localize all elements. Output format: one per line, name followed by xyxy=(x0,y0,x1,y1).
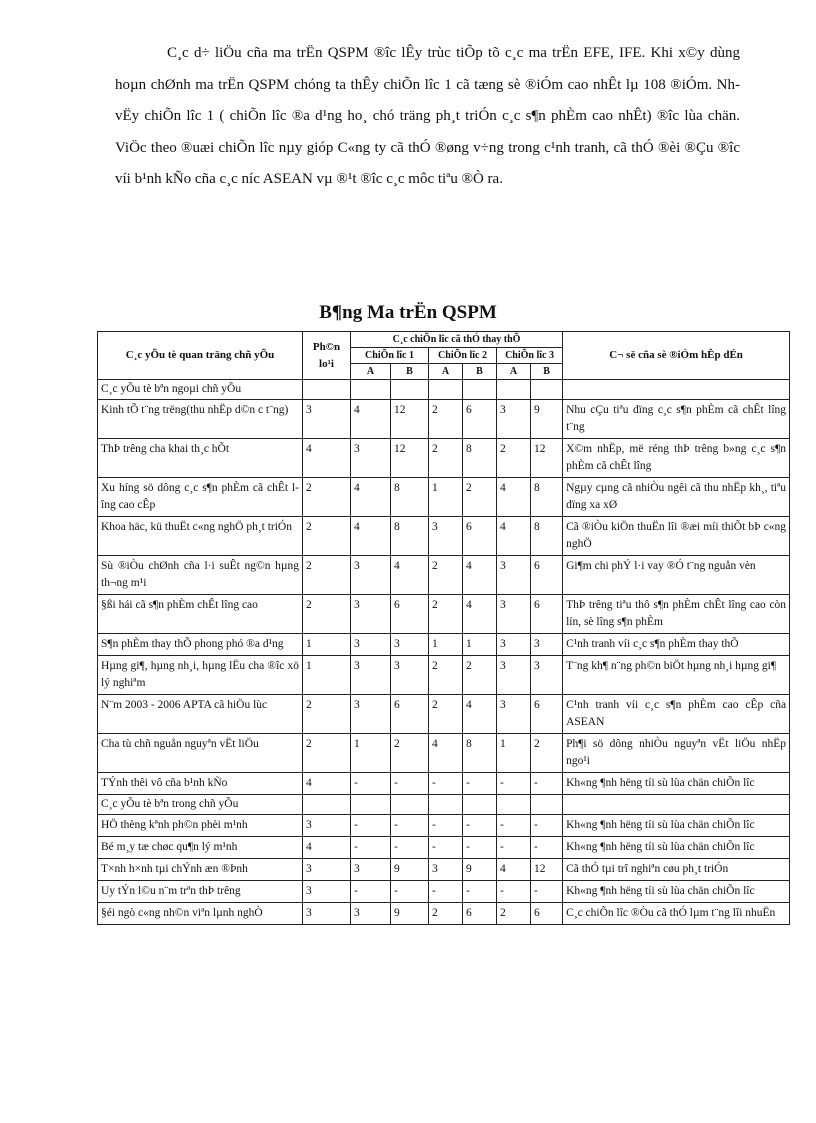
score-cell-b1: 4 xyxy=(391,556,429,595)
header-a: A xyxy=(429,364,463,380)
factor-cell: TÝnh thêi vô cña b¹nh kÑo xyxy=(98,773,303,795)
score-cell-b2: - xyxy=(463,815,497,837)
empty-cell xyxy=(463,795,497,815)
empty-cell xyxy=(429,795,463,815)
score-cell-a2: 3 xyxy=(429,859,463,881)
table-row xyxy=(98,556,790,595)
table-row xyxy=(98,815,790,837)
score-cell-b1: 6 xyxy=(391,695,429,734)
score-cell-b1: 9 xyxy=(391,903,429,925)
weight-cell: 4 xyxy=(303,773,351,795)
score-cell-b3: - xyxy=(531,773,563,795)
weight-cell: 3 xyxy=(303,881,351,903)
header-strategy-1: ChiÕn lîc 1 xyxy=(351,348,429,364)
basis-cell: C¹nh tranh víi c¸c s¶n phÈm cao cÊp cña ASEAN xyxy=(563,695,790,734)
weight-cell: 3 xyxy=(303,903,351,925)
score-cell-b3: 6 xyxy=(531,695,563,734)
score-cell-b3: 8 xyxy=(531,517,563,556)
score-cell-a1: 3 xyxy=(351,859,391,881)
empty-cell xyxy=(563,795,790,815)
score-cell-a3: 3 xyxy=(497,656,531,695)
table-row xyxy=(98,881,790,903)
score-cell-b2: 8 xyxy=(463,439,497,478)
header-strategy-3: ChiÕn lîc 3 xyxy=(497,348,563,364)
intro-paragraph: C¸c d÷ liÖu cña ma trËn QSPM ®îc lÊy trùc tiÕp tõ c¸c ma trËn EFE, IFE. Khi x©y dùng hoµn chØnh ma trËn QSPM chóng ta thÊy chiÕn lîc 1 cã tæng sè ®iÓm cao nhÊt lµ 108 ®iÓm. Nh vËy chiÕn lîc 1 ( chiÕn lîc ®a d¹ng ho¸ chó träng ph¸t triÓn c¸c s¶n phÈm cao nhÊt) ®îc lùa chän. ViÖc theo ®uæi chiÕn lîc nµy gióp C«ng ty cã thÓ ®øng v÷ng trong c¹nh tranh, cã thÓ ®èi ®Çu ®îc víi b¹nh kÑo cña c¸c níc ASEAN vµ ®¹t ®îc c¸c môc tiªu ®Ò ra. xyxy=(115,45,740,187)
score-cell-a2: 2 xyxy=(429,400,463,439)
basis-cell: X©m nhËp, më réng thÞ trêng b»ng c¸c s¶n phÈm cã chÊt lîng xyxy=(563,439,790,478)
score-cell-b3: 6 xyxy=(531,903,563,925)
score-cell-a1: 4 xyxy=(351,517,391,556)
weight-cell: 2 xyxy=(303,556,351,595)
basis-cell: Ph¶i sö dông nhiÒu nguyªn vËt liÖu nhËp ngo¹i xyxy=(563,734,790,773)
table-row xyxy=(98,734,790,773)
score-cell-a2: 4 xyxy=(429,734,463,773)
weight-cell: 1 xyxy=(303,634,351,656)
empty-cell xyxy=(303,380,351,400)
score-cell-b2: 9 xyxy=(463,859,497,881)
weight-cell: 2 xyxy=(303,695,351,734)
score-cell-b3: - xyxy=(531,815,563,837)
score-cell-a3: 3 xyxy=(497,695,531,734)
factor-cell: ThÞ trêng cha khai th¸c hÕt xyxy=(98,439,303,478)
score-cell-a3: 1 xyxy=(497,734,531,773)
score-cell-a2: 2 xyxy=(429,695,463,734)
score-cell-a1: - xyxy=(351,773,391,795)
score-cell-a2: 2 xyxy=(429,556,463,595)
qspm-table xyxy=(97,331,790,925)
factor-cell: Kinh tÕ t¨ng trëng(thu nhËp d©n c t¨ng) xyxy=(98,400,303,439)
table-row xyxy=(98,478,790,517)
factor-cell: Sù ®iÒu chØnh cña l·i suÊt ng©n hµng th¬ng m¹i xyxy=(98,556,303,595)
score-cell-b1: - xyxy=(391,837,429,859)
weight-cell: 4 xyxy=(303,837,351,859)
score-cell-b3: 12 xyxy=(531,439,563,478)
score-cell-b2: 8 xyxy=(463,734,497,773)
header-strategy-2: ChiÕn lîc 2 xyxy=(429,348,497,364)
score-cell-b3: - xyxy=(531,881,563,903)
score-cell-a3: - xyxy=(497,837,531,859)
table-row xyxy=(98,400,790,439)
score-cell-b2: 4 xyxy=(463,595,497,634)
basis-cell: Kh«ng ¶nh hëng tíi sù lùa chän chiÕn lîc xyxy=(563,815,790,837)
score-cell-b2: 2 xyxy=(463,656,497,695)
score-cell-a1: 3 xyxy=(351,439,391,478)
score-cell-a3: 3 xyxy=(497,634,531,656)
basis-cell: T¨ng kh¶ n¨ng ph©n biÖt hµng nh¸i hµng gi¶ xyxy=(563,656,790,695)
factor-cell: S¶n phÈm thay thÕ phong phó ®a d¹ng xyxy=(98,634,303,656)
score-cell-a3: - xyxy=(497,773,531,795)
empty-cell xyxy=(497,795,531,815)
basis-cell: C¹nh tranh víi c¸c s¶n phÈm thay thÕ xyxy=(563,634,790,656)
score-cell-b3: 6 xyxy=(531,595,563,634)
header-b: B xyxy=(391,364,429,380)
score-cell-b2: 1 xyxy=(463,634,497,656)
empty-cell xyxy=(497,380,531,400)
table-row xyxy=(98,773,790,795)
score-cell-a2: - xyxy=(429,773,463,795)
score-cell-b3: 2 xyxy=(531,734,563,773)
score-cell-a1: 4 xyxy=(351,400,391,439)
score-cell-a3: 4 xyxy=(497,517,531,556)
table-row xyxy=(98,656,790,695)
score-cell-b2: 6 xyxy=(463,517,497,556)
basis-cell: C¸c chiÕn lîc ®Òu cã thÓ lµm t¨ng lîi nhuËn xyxy=(563,903,790,925)
factor-cell: Cha tù chñ nguån nguyªn vËt liÖu xyxy=(98,734,303,773)
factor-cell: HÖ thèng kªnh ph©n phèi m¹nh xyxy=(98,815,303,837)
score-cell-b3: - xyxy=(531,837,563,859)
weight-cell: 2 xyxy=(303,595,351,634)
table-row xyxy=(98,859,790,881)
score-cell-b3: 8 xyxy=(531,478,563,517)
score-cell-b2: - xyxy=(463,773,497,795)
section-row xyxy=(98,380,790,400)
score-cell-b2: 4 xyxy=(463,556,497,595)
score-cell-b2: 6 xyxy=(463,903,497,925)
score-cell-b1: 2 xyxy=(391,734,429,773)
table-body xyxy=(98,380,790,925)
score-cell-b3: 12 xyxy=(531,859,563,881)
score-cell-a3: 3 xyxy=(497,556,531,595)
score-cell-a3: 3 xyxy=(497,595,531,634)
weight-cell: 2 xyxy=(303,734,351,773)
score-cell-b1: - xyxy=(391,881,429,903)
score-cell-b3: 9 xyxy=(531,400,563,439)
basis-cell: ThÞ trêng tiªu thô s¶n phÈm chÊt lîng cao còn lín, sè lîng s¶n phÈm xyxy=(563,595,790,634)
score-cell-b1: 3 xyxy=(391,634,429,656)
score-cell-b2: - xyxy=(463,837,497,859)
score-cell-b1: 8 xyxy=(391,478,429,517)
table-row xyxy=(98,837,790,859)
section-label: C¸c yÕu tè bªn trong chñ yÕu xyxy=(98,795,303,815)
score-cell-a2: 1 xyxy=(429,634,463,656)
basis-cell: Kh«ng ¶nh hëng tíi sù lùa chän chiÕn lîc xyxy=(563,773,790,795)
score-cell-b1: - xyxy=(391,773,429,795)
empty-cell xyxy=(351,380,391,400)
table-row xyxy=(98,439,790,478)
score-cell-b2: 4 xyxy=(463,695,497,734)
score-cell-a1: 3 xyxy=(351,556,391,595)
score-cell-b2: - xyxy=(463,881,497,903)
empty-cell xyxy=(531,380,563,400)
score-cell-a3: - xyxy=(497,881,531,903)
table-row xyxy=(98,903,790,925)
score-cell-a2: 2 xyxy=(429,595,463,634)
factor-cell: Hµng gi¶, hµng nh¸i, hµng lËu cha ®îc xö lý nghiªm xyxy=(98,656,303,695)
header-b: B xyxy=(463,364,497,380)
score-cell-b1: - xyxy=(391,815,429,837)
score-cell-b1: 12 xyxy=(391,439,429,478)
weight-cell: 3 xyxy=(303,859,351,881)
score-cell-a3: 3 xyxy=(497,400,531,439)
empty-cell xyxy=(429,380,463,400)
score-cell-b1: 9 xyxy=(391,859,429,881)
factor-cell: Bé m¸y tæ chøc qu¶n lý m¹nh xyxy=(98,837,303,859)
score-cell-b1: 6 xyxy=(391,595,429,634)
header-a: A xyxy=(497,364,531,380)
empty-cell xyxy=(563,380,790,400)
factor-cell: §ßi hái cã s¶n phÈm chÊt lîng cao xyxy=(98,595,303,634)
table-title: B¶ng Ma trËn QSPM xyxy=(319,302,497,323)
empty-cell xyxy=(391,795,429,815)
score-cell-b1: 8 xyxy=(391,517,429,556)
score-cell-a1: 3 xyxy=(351,634,391,656)
score-cell-a1: 3 xyxy=(351,903,391,925)
empty-cell xyxy=(303,795,351,815)
score-cell-b2: 6 xyxy=(463,400,497,439)
weight-cell: 2 xyxy=(303,478,351,517)
score-cell-a2: 2 xyxy=(429,439,463,478)
score-cell-a1: 3 xyxy=(351,595,391,634)
score-cell-a1: - xyxy=(351,815,391,837)
score-cell-a2: - xyxy=(429,815,463,837)
weight-cell: 2 xyxy=(303,517,351,556)
score-cell-a1: 1 xyxy=(351,734,391,773)
empty-cell xyxy=(531,795,563,815)
basis-cell: Ngµy cµng cã nhiÒu ngêi cã thu nhËp kh¸, tiªu dïng xa xØ xyxy=(563,478,790,517)
score-cell-a3: 2 xyxy=(497,439,531,478)
header-weight: Ph©n lo¹i xyxy=(303,332,351,380)
basis-cell: Nhu cÇu tiªu dïng c¸c s¶n phÈm cã chÊt lîng t¨ng xyxy=(563,400,790,439)
weight-cell: 3 xyxy=(303,400,351,439)
factor-cell: Uy tÝn l©u n¨m trªn thÞ trêng xyxy=(98,881,303,903)
score-cell-b1: 3 xyxy=(391,656,429,695)
score-cell-a1: - xyxy=(351,881,391,903)
basis-cell: Gi¶m chi phÝ l·i vay ®Ó t¨ng nguån vèn xyxy=(563,556,790,595)
score-cell-a1: 3 xyxy=(351,695,391,734)
factor-cell: T×nh h×nh tµi chÝnh æn ®Þnh xyxy=(98,859,303,881)
score-cell-b3: 3 xyxy=(531,656,563,695)
table-row xyxy=(98,634,790,656)
basis-cell: Cã ®iÒu kiÖn thuËn lîi ®æi míi thiÕt bÞ c«ng nghÖ xyxy=(563,517,790,556)
factor-cell: §éi ngò c«ng nh©n viªn lµnh nghÒ xyxy=(98,903,303,925)
header-factors: C¸c yÕu tè quan träng chñ yÕu xyxy=(98,332,303,380)
section-row xyxy=(98,795,790,815)
score-cell-a1: 4 xyxy=(351,478,391,517)
factor-cell: Xu híng sö dông c¸c s¶n phÈm cã chÊt lîng cao cÊp xyxy=(98,478,303,517)
score-cell-a3: 2 xyxy=(497,903,531,925)
score-cell-b1: 12 xyxy=(391,400,429,439)
table-row xyxy=(98,517,790,556)
header-basis: C¬ së cña sè ®iÓm hÊp dÉn xyxy=(563,332,790,380)
score-cell-a2: 1 xyxy=(429,478,463,517)
header-strategies: C¸c chiÕn lîc cã thÓ thay thÕ xyxy=(351,332,563,348)
weight-cell: 4 xyxy=(303,439,351,478)
header-b: B xyxy=(531,364,563,380)
header-a: A xyxy=(351,364,391,380)
factor-cell: N¨m 2003 - 2006 APTA cã hiÖu lùc xyxy=(98,695,303,734)
basis-cell: Kh«ng ¶nh hëng tíi sù lùa chän chiÕn lîc xyxy=(563,881,790,903)
table-row xyxy=(98,595,790,634)
score-cell-b2: 2 xyxy=(463,478,497,517)
weight-cell: 3 xyxy=(303,815,351,837)
basis-cell: Kh«ng ¶nh hëng tíi sù lùa chän chiÕn lîc xyxy=(563,837,790,859)
score-cell-a1: - xyxy=(351,837,391,859)
score-cell-a3: 4 xyxy=(497,478,531,517)
score-cell-a2: - xyxy=(429,837,463,859)
score-cell-a2: - xyxy=(429,881,463,903)
basis-cell: Cã thÓ tµi trî nghiªn cøu ph¸t triÓn xyxy=(563,859,790,881)
empty-cell xyxy=(351,795,391,815)
score-cell-a1: 3 xyxy=(351,656,391,695)
empty-cell xyxy=(391,380,429,400)
score-cell-b3: 3 xyxy=(531,634,563,656)
empty-cell xyxy=(463,380,497,400)
score-cell-a3: - xyxy=(497,815,531,837)
score-cell-b3: 6 xyxy=(531,556,563,595)
weight-cell: 1 xyxy=(303,656,351,695)
score-cell-a3: 4 xyxy=(497,859,531,881)
factor-cell: Khoa häc, kü thuËt c«ng nghÖ ph¸t triÓn xyxy=(98,517,303,556)
score-cell-a2: 3 xyxy=(429,517,463,556)
table-row xyxy=(98,695,790,734)
score-cell-a2: 2 xyxy=(429,656,463,695)
score-cell-a2: 2 xyxy=(429,903,463,925)
section-label: C¸c yÕu tè bªn ngoµi chñ yÕu xyxy=(98,380,303,400)
